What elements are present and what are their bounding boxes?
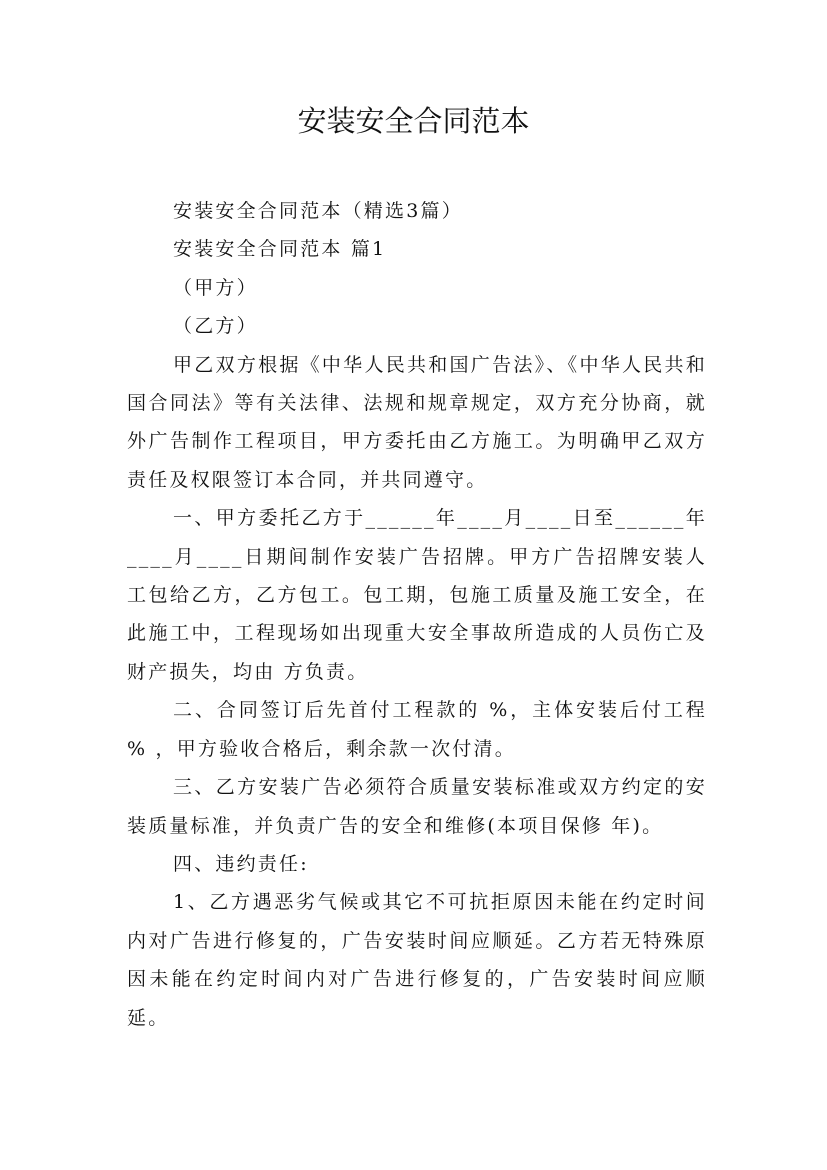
paragraph-party-b: （乙方） bbox=[173, 315, 258, 338]
paragraph-subtitle: 安装安全合同范本（精选3篇） bbox=[173, 200, 463, 222]
paragraph-clause-4-heading: 四、违约责任: bbox=[173, 852, 309, 875]
paragraph-preamble: 甲乙双方根据《中华人民共和国广告法》、《中华人民共和国合同法》等有关法律、法规和规章规定，双方充分协商，就外广告制作工程项目，甲方委托由乙方施工。为明确甲乙双方责任及权限签订本合同，并共同遵守。 bbox=[127, 353, 707, 491]
document-title: 安装安全合同范本 bbox=[297, 104, 530, 138]
paragraph-section-heading: 安装安全合同范本 篇1 bbox=[173, 238, 387, 261]
paragraph-clause-2: 二、合同签订后先首付工程款的 %，主体安装后付工程 % ，甲方验收合格后，剩余款一次付清。 bbox=[127, 699, 707, 760]
paragraph-clause-3: 三、乙方安装广告必须符合质量安装标准或双方约定的安装质量标准，并负责广告的安全和维修(本项目保修 年)。 bbox=[127, 776, 707, 837]
document-body bbox=[127, 192, 707, 1037]
paragraph-clause-4-1: 1、乙方遇恶劣气候或其它不可抗拒原因未能在约定时间内对广告进行修复的，广告安装时间应顺延。乙方若无特殊原因未能在约定时间内对广告进行修复的，广告安装时间应顺延。 bbox=[127, 891, 707, 1029]
paragraph-party-a: （甲方） bbox=[173, 276, 258, 299]
paragraph-clause-1: 一、甲方委托乙方于______年____月____日至______年____月____日期间制作安装广告招牌。甲方广告招牌安装人工包给乙方，乙方包工。包工期，包施工质量及施工安全，在此施工中，工程现场如出现重大安全事故所造成的人员伤亡及财产损失，均由 方负责。 bbox=[127, 507, 707, 683]
